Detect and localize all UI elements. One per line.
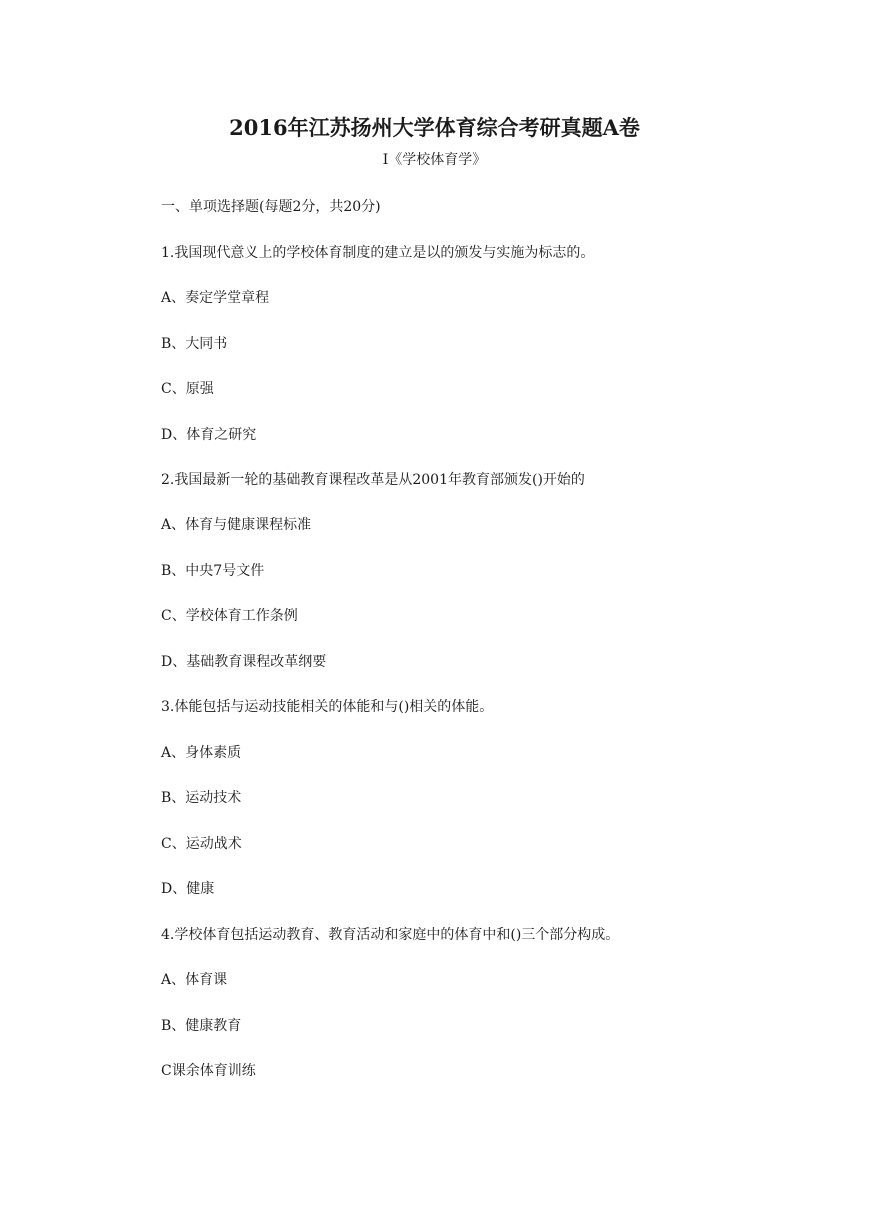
option-item: A、身体素质 bbox=[161, 745, 242, 761]
page-subtitle: I《学校体育学》 bbox=[382, 152, 487, 168]
question-stem: 1.我国现代意义上的学校体育制度的建立是以的颁发与实施为标志的。 bbox=[161, 245, 595, 261]
option-item: B、健康教育 bbox=[161, 1018, 242, 1034]
option-item: D、基础教育课程改革纲要 bbox=[161, 654, 327, 670]
option-item: C课余体育训练 bbox=[161, 1063, 256, 1079]
option-item: D、体育之研究 bbox=[161, 427, 257, 443]
option-item: A、体育课 bbox=[161, 972, 228, 988]
option-item: C、运动战术 bbox=[161, 836, 242, 852]
option-item: B、大同书 bbox=[161, 336, 228, 352]
question-stem: 4.学校体育包括运动教育、教育活动和家庭中的体育中和()三个部分构成。 bbox=[161, 927, 620, 943]
option-item: C、原强 bbox=[161, 381, 214, 397]
option-item: B、运动技术 bbox=[161, 790, 242, 806]
option-item: A、奏定学堂章程 bbox=[161, 290, 270, 306]
option-item: C、学校体育工作条例 bbox=[161, 608, 298, 624]
question-stem: 2.我国最新一轮的基础教育课程改革是从2001年教育部颁发()开始的 bbox=[161, 472, 585, 488]
option-item: B、中央7号文件 bbox=[161, 563, 265, 579]
option-item: A、体育与健康课程标准 bbox=[161, 517, 312, 533]
question-stem: 3.体能包括与运动技能相关的体能和与()相关的体能。 bbox=[161, 699, 494, 715]
page-title: 2016年江苏扬州大学体育综合考研真题A卷 bbox=[229, 115, 640, 140]
section-heading: 一、单项选择题(每题2分，共20分) bbox=[161, 199, 381, 215]
option-item: D、健康 bbox=[161, 881, 215, 897]
